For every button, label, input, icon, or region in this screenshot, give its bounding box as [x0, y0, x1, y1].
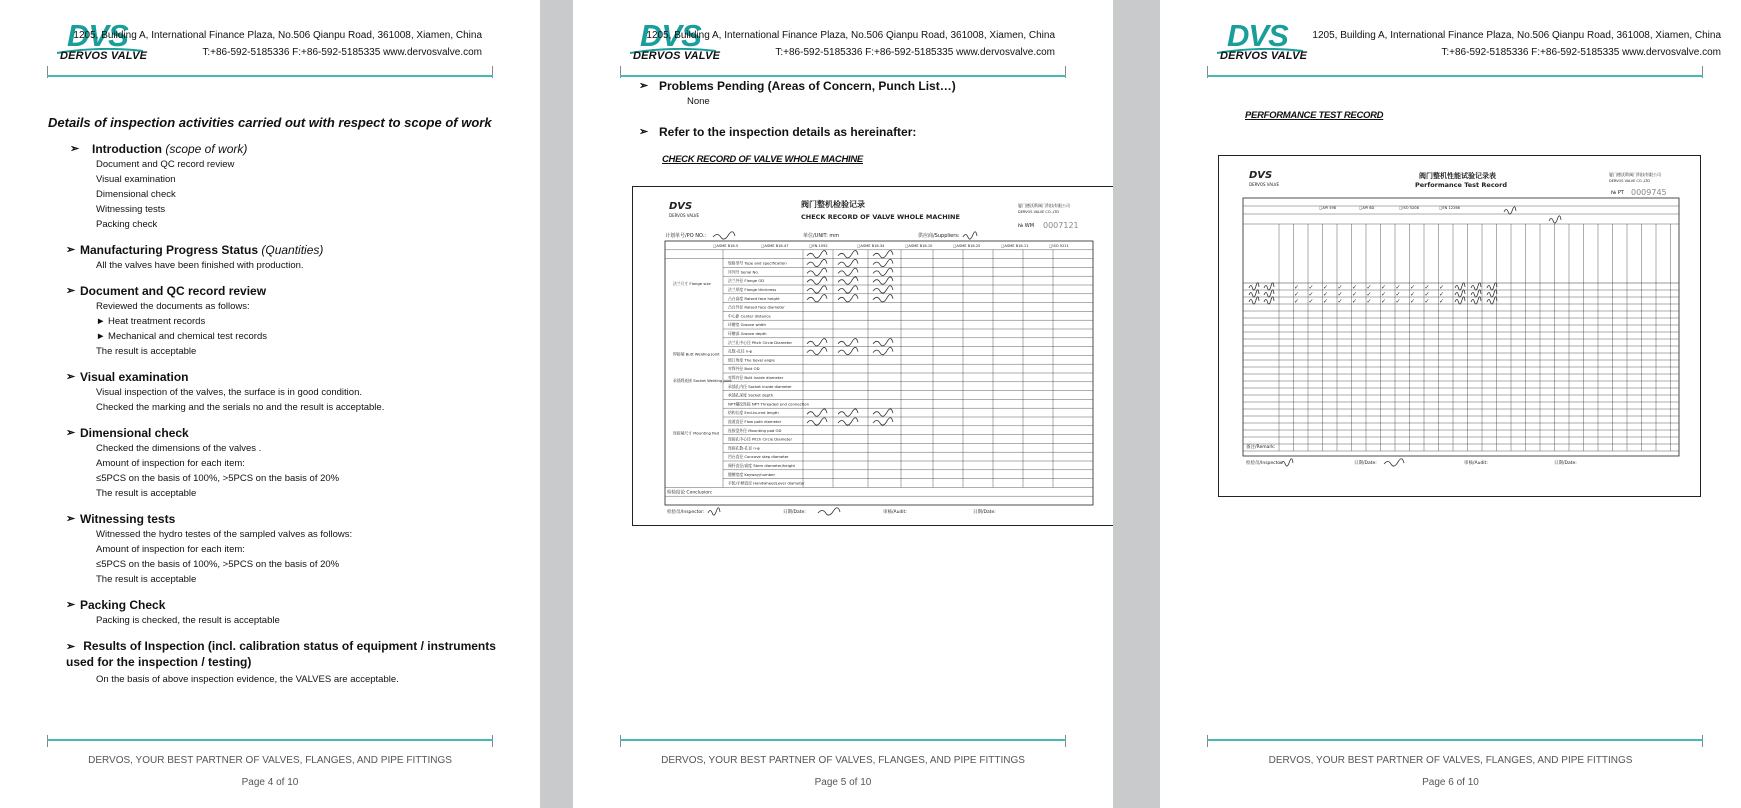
arrow-bullet-icon: ➢: [66, 599, 76, 611]
check-mark-icon: ✓: [1337, 284, 1343, 291]
check-mark-icon: ✓: [1366, 291, 1372, 298]
handwritten-mark: [838, 409, 858, 416]
footer-rule: [620, 739, 1066, 741]
section-heading: Refer to the inspection details as hereinafter:: [659, 125, 917, 139]
text-line: On the basis of above inspection evidence, the VALVES are acceptable.: [96, 674, 399, 685]
handwritten-mark: [873, 409, 893, 416]
section-heading: Problems Pending (Areas of Concern, Punch List…): [659, 79, 956, 93]
check-mark-icon: ✓: [1395, 291, 1401, 298]
logo-name: DERVOS VALVE: [1220, 50, 1308, 62]
arrow-bullet-icon: ➢: [66, 513, 76, 525]
handwritten-mark: [838, 339, 858, 346]
handwritten-mark: [1264, 297, 1274, 304]
form-audit: 审核/Audit:: [1464, 461, 1488, 466]
handwritten-mark: [807, 347, 827, 354]
arrow-bullet-icon: ➢: [639, 80, 649, 92]
form-standard-option: □EN 1092: [809, 244, 828, 248]
form-number: 0007121: [1043, 221, 1079, 230]
text-line: Witnessed the hydro testes of the sampled valves as follows:: [96, 529, 353, 540]
arrow-bullet-icon: ➢: [66, 244, 76, 256]
check-mark-icon: ✓: [1308, 298, 1314, 305]
company-logo: [1215, 18, 1325, 66]
handwritten-mark: [818, 508, 840, 515]
handwritten-mark: [1471, 297, 1481, 304]
handwritten-mark: [873, 295, 893, 302]
handwritten-mark: [713, 232, 735, 239]
form-row-label: 阀杆直径/高度 Stem diameter/height: [728, 463, 796, 468]
handwritten-mark: [1384, 459, 1404, 466]
check-mark-icon: ✓: [1424, 284, 1430, 291]
check-mark-icon: ✓: [1352, 291, 1358, 298]
form-standard-option: □ASME B16.34: [857, 244, 885, 248]
company-address: [1312, 27, 1721, 61]
form-row-label: 凸台外径 Raised face diameter: [728, 304, 785, 310]
form-row-label: NPT螺纹连接 NPT Threaded end connection: [728, 401, 810, 407]
text-line: The result is acceptable: [96, 574, 197, 585]
page-footer: [0, 735, 540, 795]
check-mark-icon: ✓: [1294, 298, 1300, 305]
logo-mark: DVS: [640, 18, 701, 53]
form-row-label: 中心距 Center distance: [728, 313, 771, 319]
page-5-body: [621, 79, 1073, 165]
address-line: 1205, Building A, International Finance Plaza, No.506 Qianpu Road, 361008, Xiamen, China: [73, 30, 482, 41]
form-company-en: DERVOS VALVE CO.,LTD: [1609, 179, 1651, 183]
form-standard-option: □API 598: [1319, 206, 1337, 210]
form-group-label: 承插焊连接 Socket Welding Joint: [673, 377, 732, 383]
handwritten-mark: [838, 295, 858, 302]
handwritten-mark: [807, 409, 827, 416]
page-header: [573, 0, 1113, 90]
text-line: Packing is checked, the result is acceptable: [96, 615, 280, 626]
handwritten-mark: [838, 251, 858, 258]
logo-mark: DVS: [67, 18, 128, 53]
arrow-bullet-icon: ➢: [66, 371, 76, 383]
handwritten-mark: [807, 277, 827, 284]
form-row-label: 连接盘外径 Mounting pad OD: [728, 427, 782, 433]
footer-slogan: DERVOS, YOUR BEST PARTNER OF VALVES, FLANGES, AND PIPE FITTINGS: [88, 755, 452, 766]
logo-mark: DVS: [1227, 18, 1288, 53]
handwritten-mark: [1471, 290, 1481, 297]
form-row-label: 键槽宽度 Keyway/number: [728, 471, 776, 477]
form-audit: 审核/Audit:: [883, 510, 907, 515]
text-line: ≤5PCS on the basis of 100%, >5PCS on the basis of 20%: [96, 559, 340, 570]
section-heading: Witnessing tests: [80, 512, 176, 526]
handwritten-mark: [838, 418, 858, 425]
form-date: 日期/Date:: [1354, 461, 1377, 466]
check-mark-icon: ✓: [1366, 298, 1372, 305]
form-unit: 单位/UNIT: mm: [803, 233, 840, 239]
check-mark-icon: ✓: [1337, 298, 1343, 305]
check-record-form: [633, 187, 1113, 525]
handwritten-mark: [1249, 290, 1259, 297]
check-mark-icon: ✓: [1439, 284, 1445, 291]
section-note: (Quantities): [261, 243, 324, 257]
page-5: [573, 0, 1113, 808]
form-row-label: 孔数-孔径 n-φ: [728, 348, 753, 354]
footer-slogan: DERVOS, YOUR BEST PARTNER OF VALVES, FLANGES, AND PIPE FITTINGS: [661, 755, 1025, 766]
handwritten-mark: [873, 286, 893, 293]
handwritten-mark: [807, 418, 827, 425]
handwritten-mark: [1455, 290, 1465, 297]
form-row-label: 连接孔数-孔径 n-φ: [728, 445, 760, 451]
form-row-label: 流道直径 Flow path diameter: [728, 419, 782, 424]
form-row-label: 结构长度 End-to-end length: [728, 410, 779, 416]
check-mark-icon: ✓: [1323, 298, 1329, 305]
page-title: Details of inspection activities carried out with respect to scope of work: [48, 115, 492, 130]
section-results: [48, 639, 500, 687]
footer-rule: [47, 739, 493, 741]
form-standard-option: □ASME B16.5: [713, 244, 739, 248]
list-item: Witnessing tests: [96, 204, 166, 215]
text-line: All the valves have been finished with production.: [96, 260, 304, 271]
form-row-label: 对焊内径 Butt inside diameter: [728, 375, 784, 380]
arrow-bullet-icon: ➢: [66, 285, 76, 297]
form-standard-option: □ASME B16.10: [905, 244, 933, 248]
handwritten-mark: [807, 339, 827, 346]
handwritten-mark: [873, 418, 893, 425]
address-line: 1205, Building A, International Finance Plaza, No.506 Qianpu Road, 361008, Xiamen, China: [1312, 30, 1721, 41]
handwritten-mark: [1471, 283, 1481, 290]
handwritten-mark: [873, 251, 893, 258]
check-mark-icon: ✓: [1381, 291, 1387, 298]
form-standard-option: □ISO 5211: [1049, 244, 1069, 248]
text-line: Amount of inspection for each item:: [96, 458, 245, 469]
logo-name: DERVOS VALVE: [633, 50, 721, 62]
check-mark-icon: ✓: [1294, 284, 1300, 291]
check-mark-icon: ✓: [1410, 291, 1416, 298]
form-number: 0009745: [1631, 188, 1667, 197]
section-pending: [621, 79, 1073, 109]
contact-line: T:+86-592-5185336 F:+86-592-5185335 www.dervosvalve.com: [1441, 47, 1721, 58]
form-remark: 备注/Remark:: [1246, 445, 1276, 450]
section-heading: Document and QC record review: [80, 284, 267, 298]
form-standard-option: □EN 12266: [1439, 206, 1460, 210]
contact-line: T:+86-592-5185336 F:+86-592-5185335 www.dervosvalve.com: [202, 47, 482, 58]
handwritten-mark: [1264, 290, 1274, 297]
section-heading: Visual examination: [80, 370, 189, 384]
arrow-bullet-icon: ➢: [70, 143, 80, 155]
form-inspector: 检验员/Inspector:: [1246, 461, 1284, 466]
text-line: The result is acceptable: [96, 346, 197, 357]
check-mark-icon: ✓: [1308, 284, 1314, 291]
form-row-label: 凹台直径 Concave step diameter: [728, 454, 789, 460]
form-group-label: 法兰尺寸 Flange size: [673, 281, 711, 286]
text-line: Amount of inspection for each item:: [96, 544, 245, 555]
page-header: [1160, 0, 1741, 90]
form-standard-option: □API 6D: [1359, 206, 1375, 210]
handwritten-mark: [1455, 297, 1465, 304]
form-title-cn: 阀门整机检验记录: [801, 200, 865, 209]
section-progress: [48, 243, 500, 273]
handwritten-mark: [1264, 283, 1274, 290]
text-line: ► Mechanical and chemical test records: [96, 331, 267, 342]
text-line: Checked the marking and the serials no and the result is acceptable.: [96, 402, 385, 413]
handwritten-mark: [963, 232, 977, 239]
footer-slogan: DERVOS, YOUR BEST PARTNER OF VALVES, FLANGES, AND PIPE FITTINGS: [1268, 755, 1633, 766]
handwritten-mark: [873, 347, 893, 354]
form-row-label: 法兰厚度 Flange thickness: [728, 287, 777, 292]
section-heading: Introduction: [92, 142, 162, 156]
section-heading: Results of Inspection (incl. calibration status of equipment / instruments used for the inspection / testing): [66, 639, 496, 669]
form-row-label: 序列号 Serial No.: [728, 269, 759, 275]
check-mark-icon: ✓: [1294, 291, 1300, 298]
form-inspector: 检验员/Inspector:: [667, 510, 705, 515]
check-mark-icon: ✓: [1424, 298, 1430, 305]
logo-name: DERVOS VALVE: [60, 50, 148, 62]
company-address: [646, 27, 1055, 61]
section-heading: Manufacturing Progress Status: [80, 243, 259, 257]
section-packing: [48, 598, 500, 628]
handwritten-mark: [873, 277, 893, 284]
handwritten-mark: [838, 277, 858, 284]
form-row-label: 承插孔深度 Socket depth: [728, 392, 774, 398]
form-po: 计划单号/PO NO.:: [665, 233, 706, 239]
check-mark-icon: ✓: [1424, 291, 1430, 298]
handwritten-mark: [1487, 283, 1497, 290]
page-6: [1160, 0, 1741, 808]
handwritten-mark: [807, 268, 827, 275]
form-title-cn: 阀门整机性能试验记录表: [1419, 172, 1496, 180]
check-mark-icon: ✓: [1439, 298, 1445, 305]
page-number: Page 4 of 10: [241, 777, 299, 788]
form-standard-option: □ASME B16.47: [761, 244, 789, 248]
page-number: Page 5 of 10: [814, 777, 872, 788]
section-introduction: [48, 142, 500, 232]
handwritten-mark: [807, 251, 827, 258]
form-row-label: 承插孔内径 Socket inside diameter: [728, 383, 792, 389]
list-item: Dimensional check: [96, 189, 176, 200]
handwritten-mark: [807, 259, 827, 266]
section-doc-review: [48, 284, 500, 359]
form-company-cn: 厦门德沃斯阀门科技有限公司: [1018, 203, 1070, 208]
list-item: Packing check: [96, 219, 158, 230]
check-mark-icon: ✓: [1308, 291, 1314, 298]
company-address: [73, 27, 482, 61]
form-number-label: № WM: [1018, 223, 1035, 229]
section-dimensional: [48, 426, 500, 501]
handwritten-mark: [873, 259, 893, 266]
form-title-en: CHECK RECORD OF VALVE WHOLE MACHINE: [801, 213, 960, 221]
form-row-label: 凸台高度 Raised face height: [728, 295, 780, 301]
list-item: Document and QC record review: [96, 159, 235, 170]
form-standard-option: □ASME B16.25: [953, 244, 981, 248]
form-row-label: 环槽深 Groove depth: [728, 331, 767, 336]
form-number-label: № PT: [1611, 190, 1624, 196]
form-logo: DVS: [1249, 170, 1273, 181]
check-mark-icon: ✓: [1410, 284, 1416, 291]
form-conclusion: 检验结论 Conclusion:: [667, 490, 713, 496]
page-4: [0, 0, 540, 808]
header-rule: [1207, 75, 1703, 77]
form-row-label: 手轮/手柄直径 Handwheel/Lever diameter: [728, 480, 805, 486]
handwritten-mark: [708, 508, 720, 515]
arrow-bullet-icon: ➢: [66, 427, 76, 439]
form-row-label: 规格型号 Type and specification: [728, 260, 787, 266]
text-line: Checked the dimensions of the valves .: [96, 443, 262, 454]
text-line: The result is acceptable: [96, 488, 197, 499]
list-item: Visual examination: [96, 174, 176, 185]
record-subtitle: PERFORMANCE TEST RECORD: [1245, 110, 1384, 121]
form-group-label: 连接端尺寸 Mounting Pad: [673, 430, 720, 436]
form-date: 日期/Date:: [783, 510, 806, 515]
form-company-en: DERVOS VALVE CO.,LTD: [1018, 210, 1060, 214]
handwritten-mark: [1487, 290, 1497, 297]
handwritten-mark: [1549, 216, 1561, 223]
performance-test-form: [1219, 156, 1700, 496]
page-footer: [1160, 735, 1741, 795]
form-logo: DVS: [669, 201, 693, 212]
section-heading: Packing Check: [80, 598, 166, 612]
handwritten-mark: [838, 259, 858, 266]
page-4-body: [48, 115, 500, 698]
check-mark-icon: ✓: [1395, 284, 1401, 291]
handwritten-mark: [1487, 297, 1497, 304]
section-visual: [48, 370, 500, 415]
footer-rule: [1207, 739, 1703, 741]
check-mark-icon: ✓: [1410, 298, 1416, 305]
page-footer: [573, 735, 1113, 795]
section-note: (scope of work): [165, 142, 248, 156]
check-mark-icon: ✓: [1381, 284, 1387, 291]
header-rule: [620, 75, 1066, 77]
form-standard-option: □ISO 5208: [1399, 206, 1419, 210]
check-mark-icon: ✓: [1395, 298, 1401, 305]
form-company-cn: 厦门德沃斯阀门科技有限公司: [1609, 172, 1661, 177]
text-line: None: [687, 96, 710, 107]
form-standard-option: □ASME B16.11: [1001, 244, 1029, 248]
arrow-bullet-icon: ➢: [639, 126, 649, 138]
form-group-label: 焊接端 Butt Welding Joint: [673, 351, 720, 357]
handwritten-mark: [873, 339, 893, 346]
check-mark-icon: ✓: [1381, 298, 1387, 305]
page-header: [0, 0, 540, 90]
form-supplier: 供应商/Suppliers:: [918, 233, 960, 239]
check-mark-icon: ✓: [1323, 291, 1329, 298]
form-row-label: 对焊外径 Butt OD: [728, 366, 760, 372]
handwritten-mark: [873, 268, 893, 275]
handwritten-mark: [838, 286, 858, 293]
contact-line: T:+86-592-5185336 F:+86-592-5185335 www.dervosvalve.com: [775, 47, 1055, 58]
check-mark-icon: ✓: [1323, 284, 1329, 291]
check-record-scan: [632, 186, 1113, 526]
check-mark-icon: ✓: [1337, 291, 1343, 298]
form-row-label: 坡口角度 The bevel angle: [728, 357, 775, 363]
form-logo-name: DERVOS VALVE: [669, 213, 700, 218]
handwritten-mark: [807, 295, 827, 302]
address-line: 1205, Building A, International Finance Plaza, No.506 Qianpu Road, 361008, Xiamen, China: [646, 30, 1055, 41]
form-row-label: 法兰孔中心径 Pitch Circle Diameter: [728, 339, 793, 345]
form-title-en: Performance Test Record: [1415, 181, 1507, 189]
form-row-label: 法兰外径 Flange OD: [728, 278, 765, 284]
header-rule: [47, 75, 493, 77]
text-line: ≤5PCS on the basis of 100%, >5PCS on the basis of 20%: [96, 473, 340, 484]
form-logo-name: DERVOS VALVE: [1249, 182, 1280, 187]
form-frame: [1243, 198, 1679, 456]
handwritten-mark: [838, 347, 858, 354]
handwritten-mark: [838, 268, 858, 275]
record-subtitle: CHECK RECORD OF VALVE WHOLE MACHINE: [662, 154, 863, 165]
page-number: Page 6 of 10: [1422, 777, 1479, 788]
handwritten-mark: [1249, 283, 1259, 290]
section-witness: [48, 512, 500, 587]
check-mark-icon: ✓: [1352, 284, 1358, 291]
handwritten-mark: [1455, 283, 1465, 290]
section-refer: [621, 125, 1073, 140]
arrow-bullet-icon: ➢: [66, 641, 76, 653]
check-mark-icon: ✓: [1352, 298, 1358, 305]
text-line: Reviewed the documents as follows:: [96, 301, 250, 312]
handwritten-mark: [807, 286, 827, 293]
check-mark-icon: ✓: [1439, 291, 1445, 298]
form-date2: 日期/Date:: [1554, 461, 1577, 466]
check-mark-icon: ✓: [1366, 284, 1372, 291]
handwritten-mark: [1249, 297, 1259, 304]
handwritten-mark: [1504, 207, 1516, 214]
text-line: ► Heat treatment records: [96, 316, 206, 327]
form-row-label: 环槽宽 Groove width: [728, 322, 766, 328]
section-heading: Dimensional check: [80, 426, 189, 440]
performance-test-scan: [1218, 155, 1701, 497]
text-line: Visual inspection of the valves, the surface is in good condition.: [96, 387, 362, 398]
form-date2: 日期/Date:: [973, 510, 996, 515]
form-row-label: 连接孔中心径 Pitch Circle Diameter: [728, 436, 793, 442]
